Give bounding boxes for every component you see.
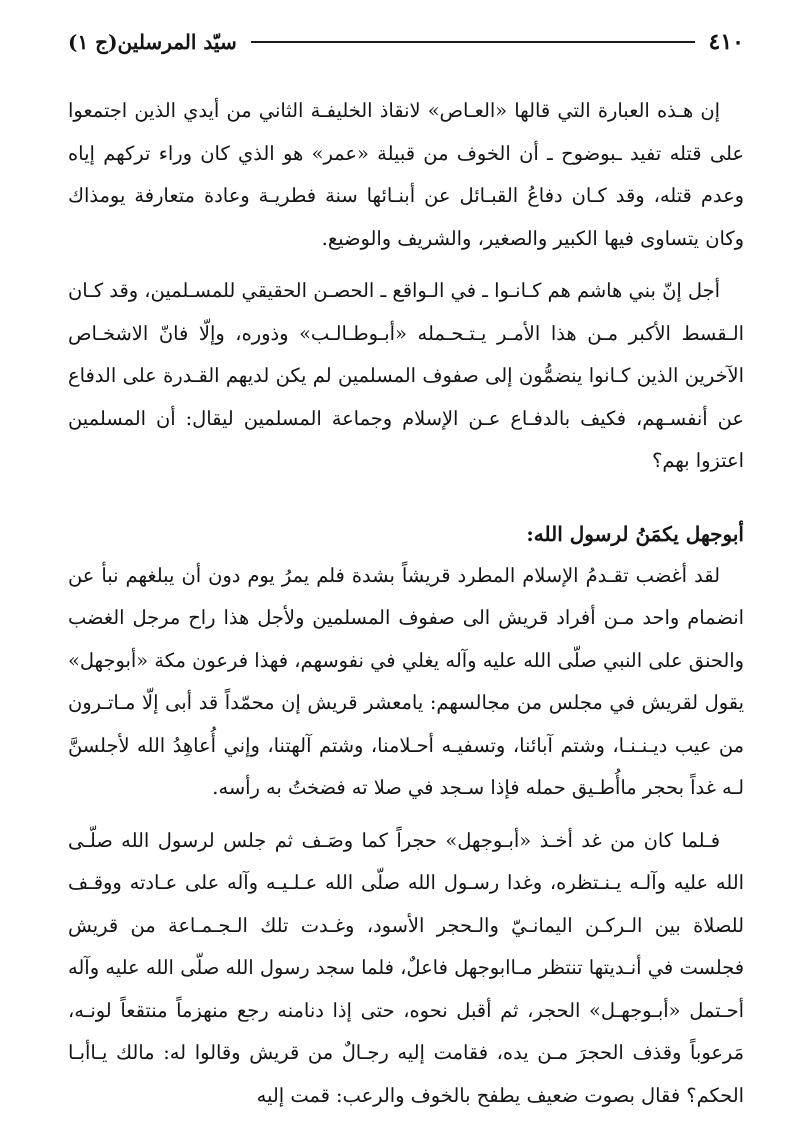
- page-header: [68, 22, 744, 62]
- book-title: سيّد المرسلين(ج ١): [68, 30, 237, 54]
- paragraph-2: أجل إنّ بني هاشم هم كـانـوا ـ في الـواقع ـ الحصـن الحقيقي للمسـلمين، وقد كـان الـقسط الأكبر مـن هذا الأمـر يـتـحـمله «أبـوطـالـب» وذوره، وإلّا فانّ الاشخـاص الآخرين الذين كـانوا ينضمُّون إلى صفوف المسلمين لم يكن لديهم القـدرة على الدفاع عن أنفسـهم، فكيف بالدفـاع عـن الإسلام وجماعة المسلمين ليقال: أن المسلمين اعتزوا بهم؟: [68, 279, 744, 472]
- paragraph-4: فـلما كان من غد أخـذ «أبـوجهل» حجراً كما وصَـف ثم جلس لرسول الله صلّـى الله عليه وآلـه يـنـتظره، وغدا رسـول الله صلّى الله عـلـيـه وآله على عـادته ووقـف للصلاة بين الـركـن اليمانـيّ والـحجر الأسود، وغـدت تلك الـجـمـاعة من قريش فجلست في أنـديتها تنتظر مـاابوجهل فاعلٌ، فلما سجد رسول الله صلّى الله عليه وآله أحـتمل «أبـوجهـل» الحجر، ثم أقبل نحوه، حتى إذا دنامنه رجع منهزماً منتقعاً لونـه، مَرعوباً وقذف الحجرَ مـن يده، فقامت إليه رجـالٌ من قريش وقالوا له: مالك يـاأبـا الحكم؟ فقال بصوت ضعيف يطفح بالخوف والرعب: قمت إليه: [68, 828, 744, 1107]
- page-number: ٤١٠: [708, 29, 744, 55]
- header-rule: [251, 41, 695, 43]
- document-page: [68, 22, 744, 1132]
- paragraph-1: إن هـذه العبارة التي قالها «العـاص» لانقاذ الخليفـة الثاني من أيدي الذين اجتمعوا على قتله تفيد ـبوضوح ـ أن الخوف من قبيلة «عمر» هو الذي كان وراء تركهم إياه وعدم قتله، وقد كـان دفاعُ القبـائل عن أبنـائها سنة فطريـة وعادة متعارفة يومذاك وكان يتساوى فيها الكبير والصغير، والشريف والوضيع.: [68, 99, 744, 250]
- section-heading: أبوجهل يكمَنُ لرسول الله:: [526, 521, 744, 546]
- paragraph-3: لقد أغضب تقـدمُ الإسلام المطرد قريشاً بشدة فلم يمرُ يوم دون أن يبلغهم نبأ عن انضمام واحد مـن أفراد قريش الى صفوف المسلمين ولأجل هذا راح مرجل الغضب والحنق على النبي صلّى الله عليه وآله يغلي في نفوسهم، فهذا فرعون مكة «أبوجهل» يقول لقريش في مجلس من مجالسهم: يامعشر قريش إن محمّداً قد أبى إلّا مـاتـرون من عيب ديـنـنـا، وشتم آبائنا، وتسفيـه أحـلامنا، وشتم آلهتنا، وإني أُعاهِدُ الله لأجلسنَّ لـه غداً بحجر ماأُطـيق حمله فإذا سـجد في صلا ته فضختُ به رأسه.: [68, 563, 744, 799]
